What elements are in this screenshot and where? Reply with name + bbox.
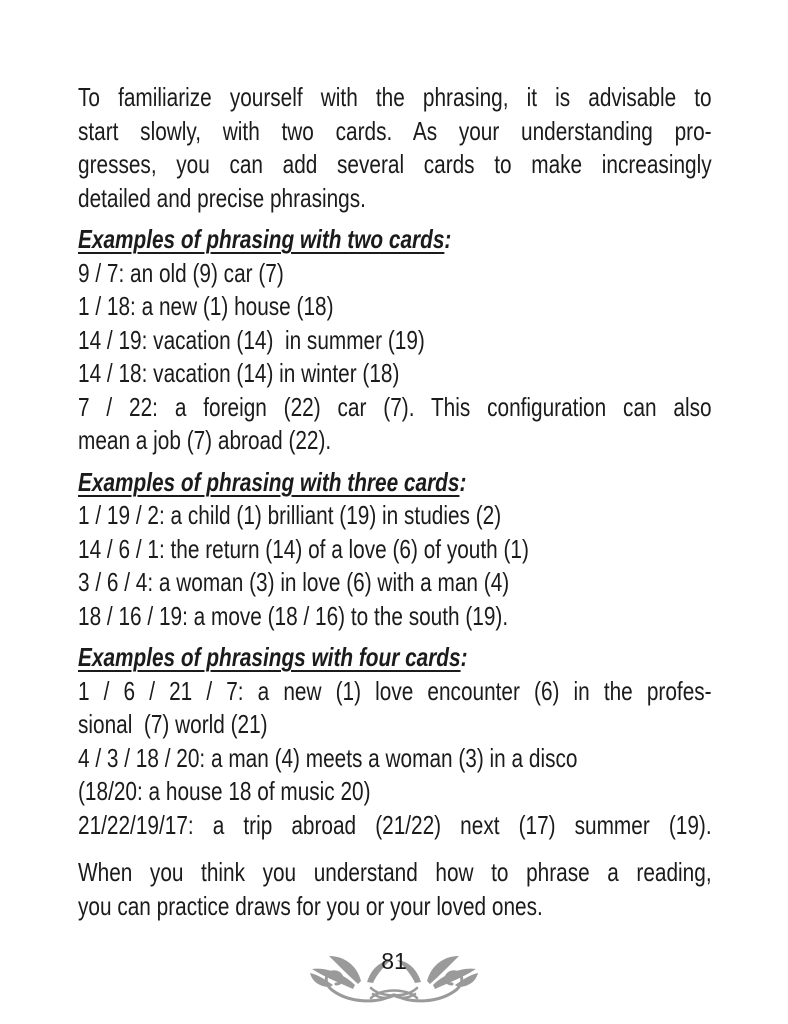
text-line: To familiarize yourself with the phrasing, it is advisable to — [78, 82, 712, 112]
example-line: 14 / 19: vacation (14) in summer (19) — [78, 324, 425, 355]
text-line: gresses, you can add several cards to make increasingly — [78, 149, 712, 179]
section-heading-colon: : — [444, 224, 452, 254]
closing-paragraph — [78, 856, 712, 923]
section-four-cards — [78, 641, 712, 842]
section-heading-text: Examples of phrasing with three cards — [78, 466, 460, 497]
page-footer — [0, 946, 788, 1016]
example-line: (18/20: a house 18 of music 20) — [78, 776, 371, 806]
example-line: 4 / 3 / 18 / 20: a man (4) meets a woman (3) in a disco — [78, 742, 578, 773]
section-heading-colon: : — [459, 466, 467, 497]
page-number: 81 — [381, 948, 407, 974]
text-line: When you think you understand how to phrase a reading, — [78, 857, 712, 887]
intro-paragraph — [78, 81, 712, 215]
section-heading-text: Examples of phrasings with four cards — [78, 642, 461, 672]
example-line: 7 / 22: a foreign (22) car (7). This configuration can also — [78, 391, 712, 422]
text-line: detailed and precise phrasings. — [78, 182, 366, 213]
example-line: 14 / 6 / 1: the return (14) of a love (6) of youth (1) — [78, 533, 529, 564]
example-line: 1 / 18: a new (1) house (18) — [78, 291, 334, 321]
section-heading-colon: : — [460, 642, 468, 672]
section-heading-text: Examples of phrasing with two cards — [78, 224, 445, 254]
section-three-cards — [78, 466, 712, 634]
section-heading — [78, 641, 712, 675]
example-line: 14 / 18: vacation (14) in winter (18) — [78, 358, 400, 388]
section-heading — [78, 223, 712, 257]
example-line: 21/22/19/17: a trip abroad (21/22) next (17) summer (19). — [78, 809, 712, 840]
example-line: 3 / 6 / 4: a woman (3) in love (6) with a man (4) — [78, 567, 510, 597]
example-line: mean a job (7) abroad (22). — [78, 425, 332, 455]
example-line: 1 / 19 / 2: a child (1) brilliant (19) in studies (2) — [78, 500, 502, 530]
example-line: sional (7) world (21) — [78, 709, 268, 739]
example-line: 18 / 16 / 19: a move (18 / 16) to the south (19). — [78, 600, 509, 631]
example-line: 1 / 6 / 21 / 7: a new (1) love encounter (6) in the profes- — [78, 675, 712, 706]
section-two-cards — [78, 223, 712, 458]
section-heading — [78, 466, 712, 500]
text-line: you can practice draws for you or your loved ones. — [78, 890, 543, 921]
book-page-content — [78, 81, 712, 923]
text-line: start slowly, with two cards. As your understanding pro- — [78, 115, 712, 146]
example-line: 9 / 7: an old (9) car (7) — [78, 257, 284, 288]
